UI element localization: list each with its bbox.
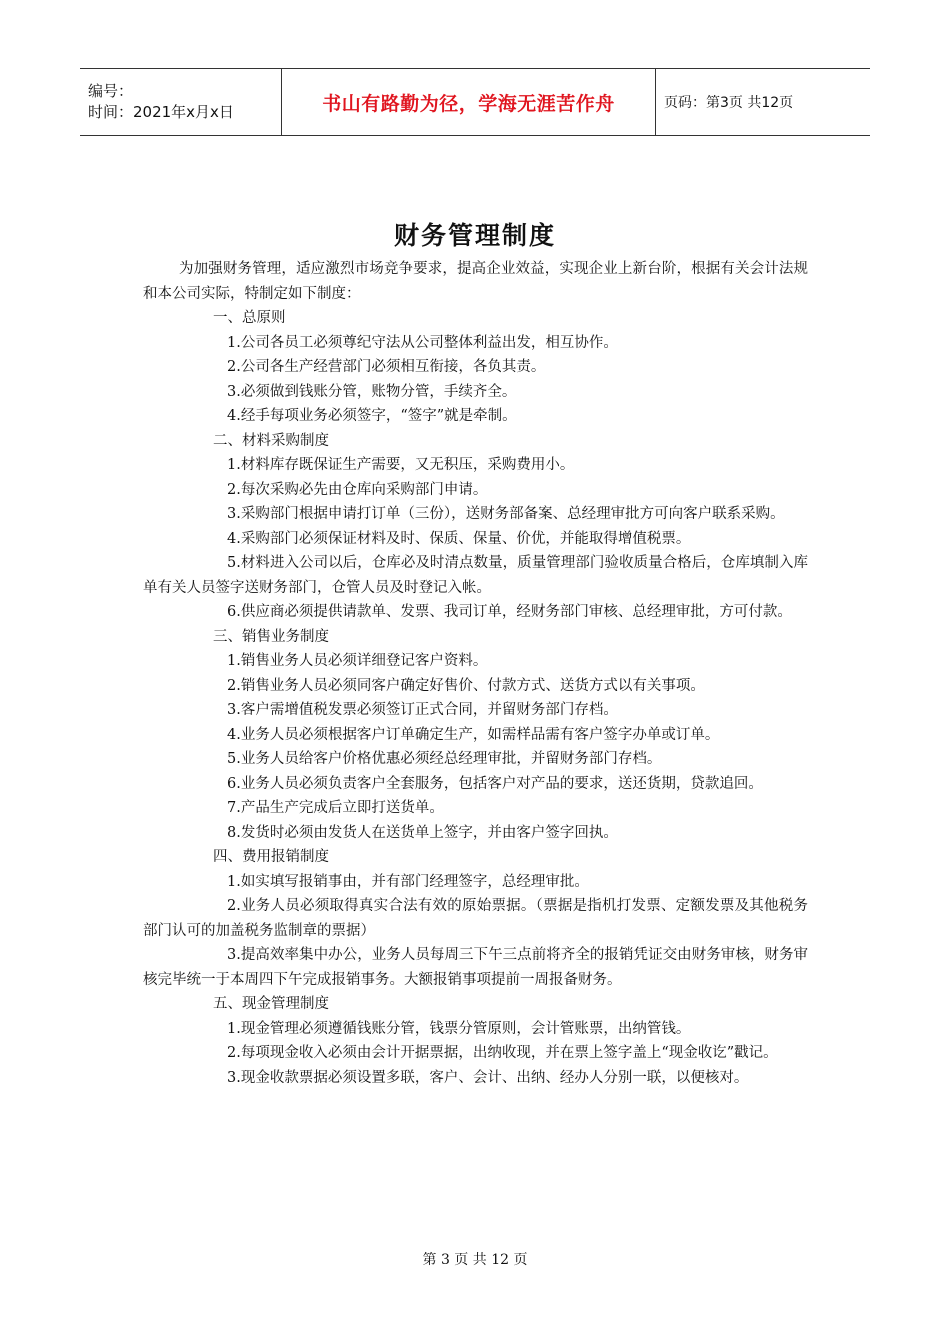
document-number-label: 编号： [88, 82, 134, 100]
page-header [80, 68, 870, 136]
list-item: 3.提高效率集中办公，业务人员每周三下午三点前将齐全的报销凭证交由财务审核，财务审核完毕统一于本周四下午完成报销事务。大额报销事项提前一周报备财务。 [143, 947, 808, 988]
list-item: 3.必须做到钱账分管，账物分管，手续齐全。 [227, 383, 517, 400]
list-item: 4.经手每项业务必须签字，“签字”就是牵制。 [227, 408, 517, 424]
list-item: 5.材料进入公司以后，仓库必及时清点数量，质量管理部门验收质量合格后，仓库填制入库单有关人员签字送财务部门，仓管人员及时登记入帐。 [143, 555, 808, 596]
header-page-cell [656, 69, 870, 135]
list-item: 4.业务人员必须根据客户订单确定生产，如需样品需有客户签字办单或订单。 [227, 726, 720, 743]
header-meta [80, 69, 282, 135]
header-motto-cell [282, 69, 656, 135]
section-heading: 二、材料采购制度 [213, 432, 329, 449]
header-motto: 书山有路勤为径，学海无涯苦作舟 [322, 92, 615, 115]
list-item: 1.现金管理必须遵循钱账分管，钱票分管原则，会计管账票，出纳管钱。 [227, 1020, 691, 1037]
list-item: 6.供应商必须提供请款单、发票、我司订单，经财务部门审核、总经理审批，方可付款。 [227, 604, 792, 620]
list-item: 2.每次采购必先由仓库向采购部门申请。 [227, 481, 488, 498]
list-item: 1.销售业务人员必须详细登记客户资料。 [227, 653, 488, 669]
list-item: 8.发货时必须由发货人在送货单上签字，并由客户签字回执。 [227, 824, 618, 841]
list-item: 7.产品生产完成后立即打送货单。 [227, 800, 444, 816]
list-item: 1.材料库存既保证生产需要，又无积压，采购费用小。 [227, 457, 575, 473]
document-time-label: 时间：2021年x月x日 [88, 103, 234, 121]
list-item: 3.采购部门根据申请打订单（三份），送财务部备案、总经理审批方可向客户联系采购。 [227, 506, 785, 522]
list-item: 6.业务人员必须负责客户全套服务，包括客户对产品的要求，送还货期，贷款追回。 [227, 775, 763, 792]
list-item: 3.现金收款票据必须设置多联，客户、会计、出纳、经办人分别一联，以便核对。 [227, 1069, 749, 1086]
section-heading: 一、总原则 [213, 310, 286, 326]
list-item: 2.业务人员必须取得真实合法有效的原始票据。（票据是指机打发票、定额发票及其他税务部门认可的加盖税务监制章的票据） [143, 898, 808, 939]
list-item: 2.公司各生产经营部门必须相互衔接，各负其责。 [227, 359, 546, 375]
section-heading: 四、费用报销制度 [213, 849, 329, 865]
list-item: 2.每项现金收入必须由会计开据票据，出纳收现，并在票上签字盖上“现金收讫”戳记。 [227, 1045, 778, 1061]
section-heading: 五、现金管理制度 [213, 996, 329, 1012]
list-item: 4.采购部门必须保证材料及时、保质、保量、价优，并能取得增值税票。 [227, 530, 691, 547]
section-heading: 三、销售业务制度 [213, 628, 329, 645]
page-footer: 第 3 页 共 12 页 [422, 1252, 528, 1268]
list-item: 1.公司各员工必须尊纪守法从公司整体利益出发，相互协作。 [227, 334, 618, 351]
list-item: 3.客户需增值税发票必须签订正式合同，并留财务部门存档。 [227, 702, 618, 718]
document-title: 财务管理制度 [393, 221, 556, 250]
list-item: 5.业务人员给客户价格优惠必须经总经理审批，并留财务部门存档。 [227, 751, 662, 767]
header-page-info: 页码：第3页 共12页 [664, 95, 794, 111]
document-body [143, 257, 808, 1090]
list-item: 2.销售业务人员必须同客户确定好售价、付款方式、送货方式以有关事项。 [227, 677, 705, 694]
intro-paragraph: 为加强财务管理，适应激烈市场竞争要求，提高企业效益，实现企业上新台阶，根据有关会计法规和本公司实际，特制定如下制度： [143, 261, 808, 302]
list-item: 1.如实填写报销事由，并有部门经理签字，总经理审批。 [227, 873, 589, 890]
